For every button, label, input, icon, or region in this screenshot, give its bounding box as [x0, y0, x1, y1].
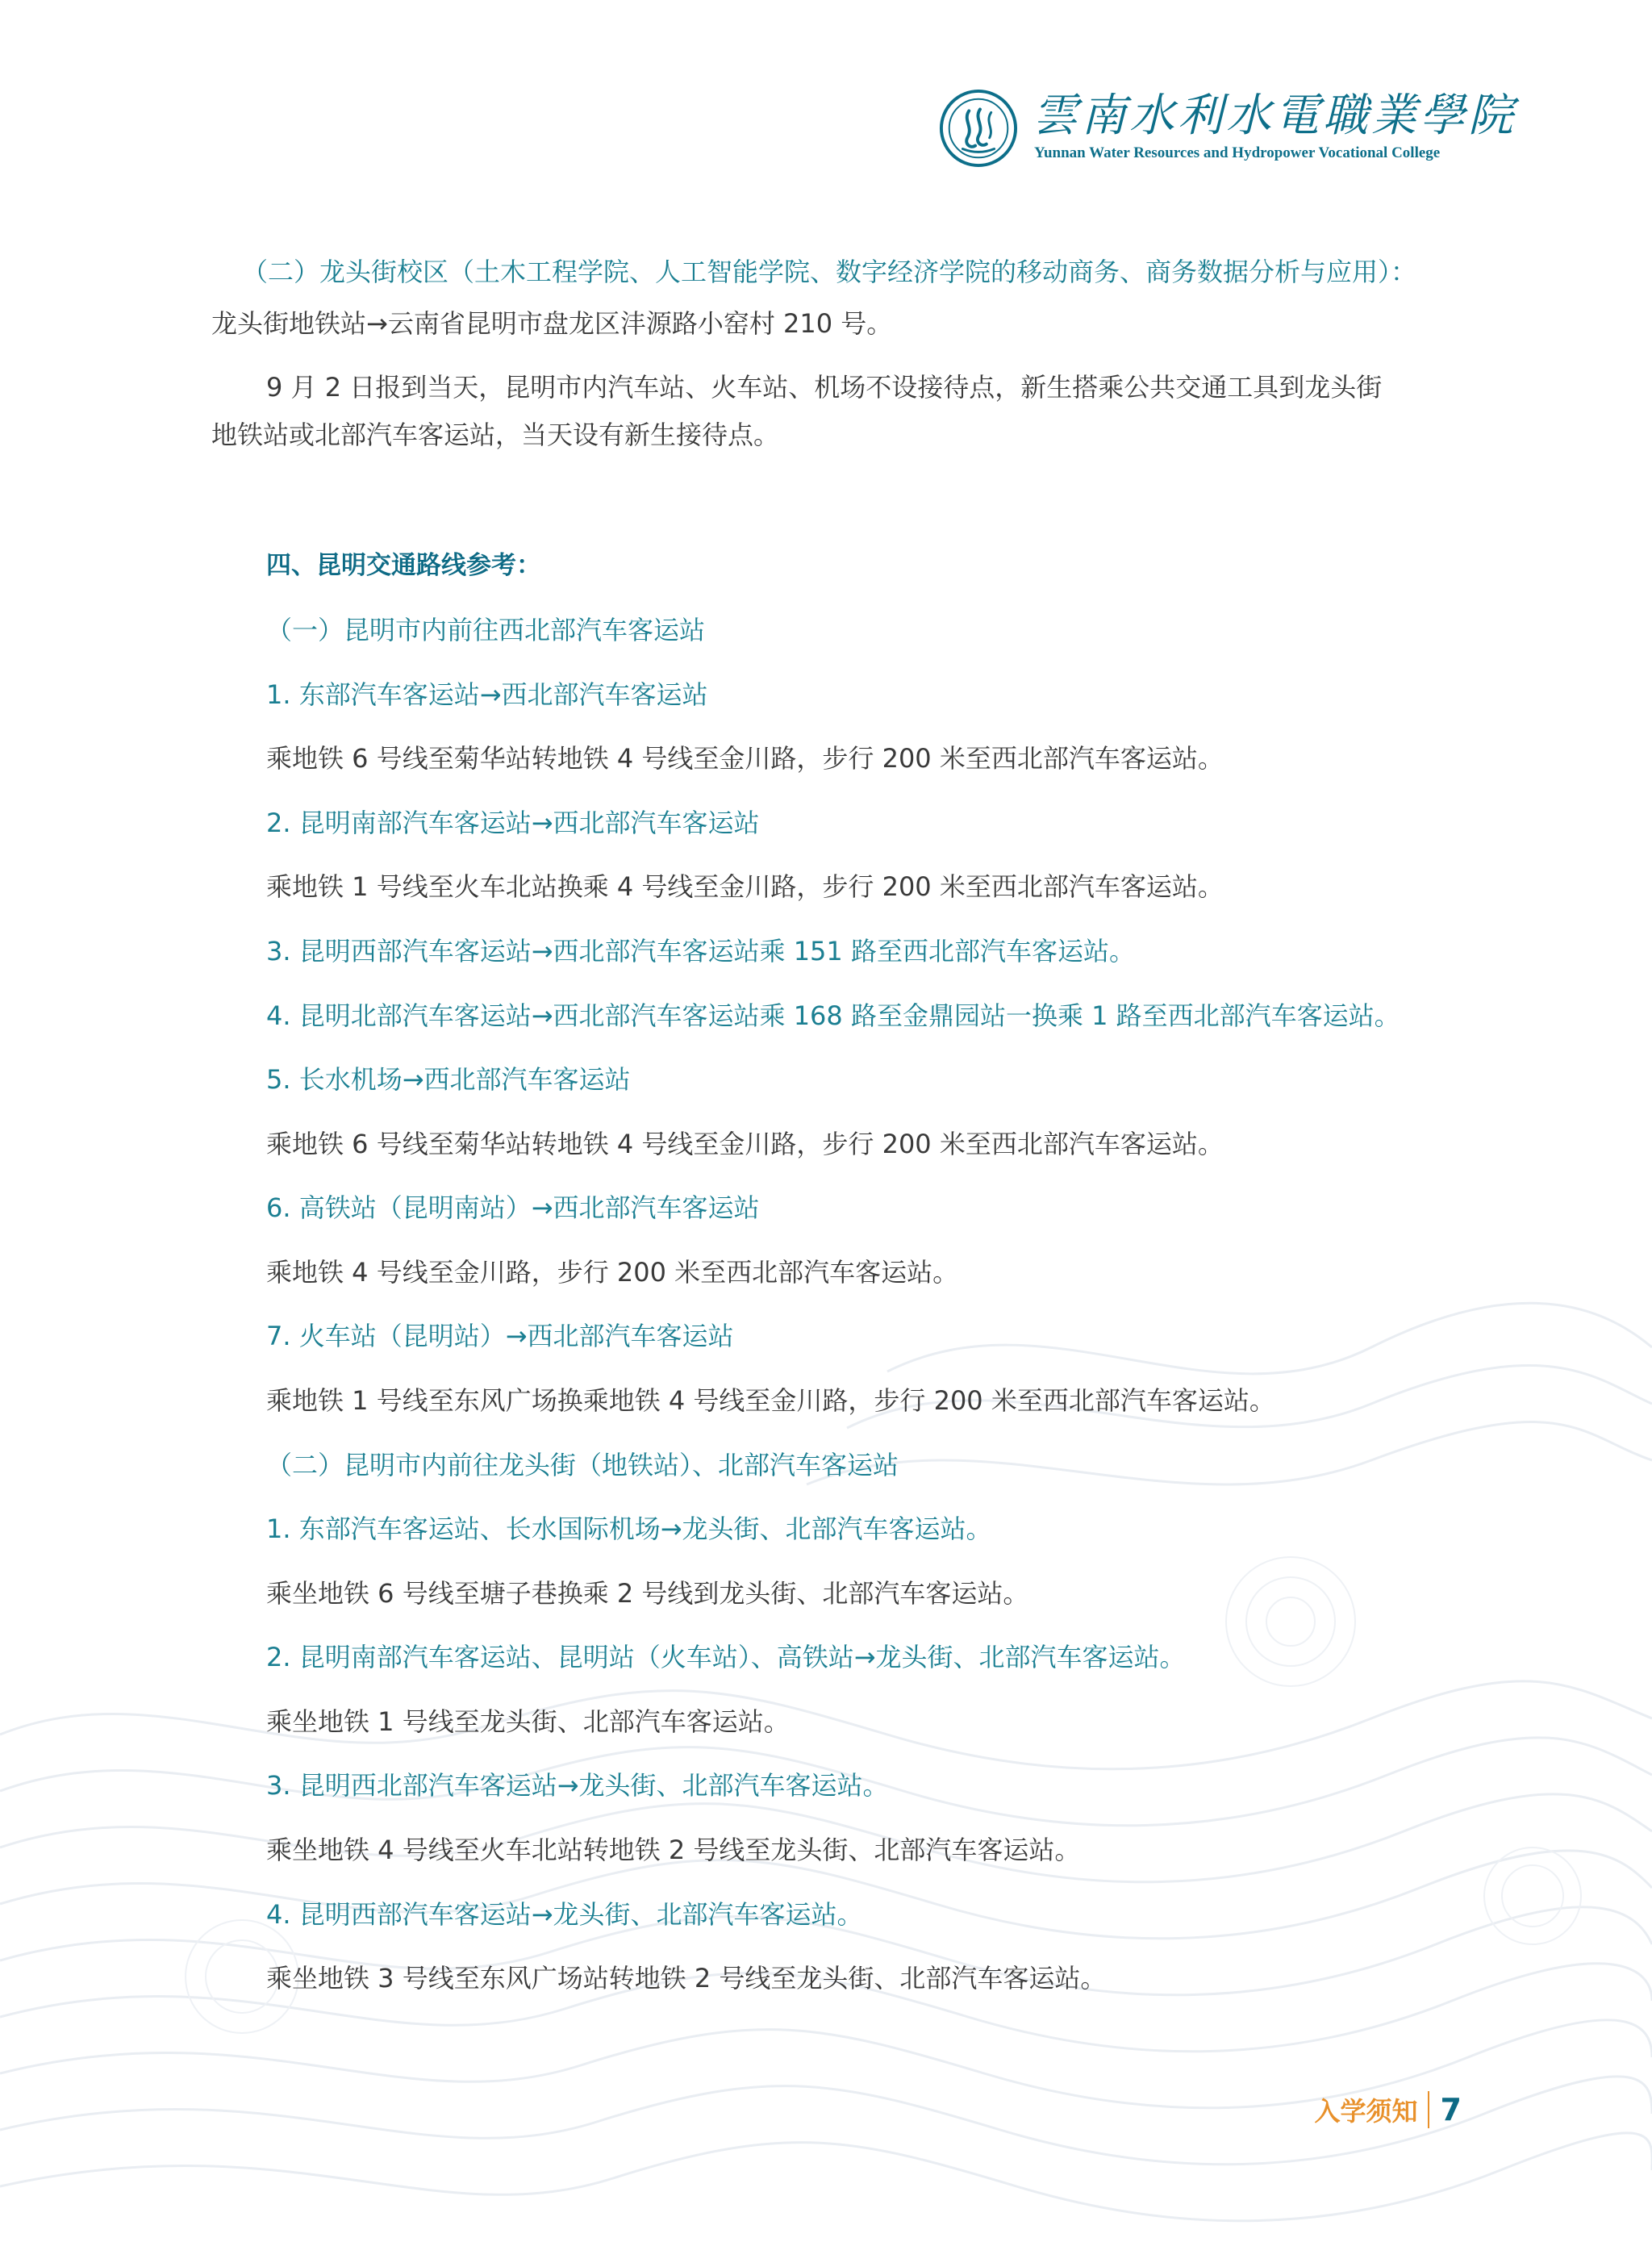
- section-4-title: 四、昆明交通路线参考：: [266, 551, 541, 580]
- college-name-en: Yunnan Water Resources and Hydropower Vocational College: [1034, 144, 1441, 161]
- footer-divider: [1428, 2091, 1429, 2128]
- route-item: 4. 昆明北部汽车客运站→西北部汽车客运站乘 168 路至金鼎园站一换乘 1 路至西北部汽车客运站。: [266, 1000, 1400, 1031]
- route-item: 5. 长水机场→西北部汽车客运站: [266, 1064, 631, 1095]
- route-description: 乘地铁 6 号线至菊华站转地铁 4 号线至金川路，步行 200 米至西北部汽车客运站。: [266, 1129, 1224, 1159]
- route-item: 1. 东部汽车客运站→西北部汽车客运站: [266, 679, 708, 710]
- footer-label: 入学须知: [1314, 2096, 1418, 2127]
- route-description: 乘坐地铁 4 号线至火车北站转地铁 2 号线至龙头街、北部汽车客运站。: [266, 1835, 1081, 1865]
- route-description: 乘坐地铁 3 号线至东风广场站转地铁 2 号线至龙头街、北部汽车客运站。: [266, 1963, 1107, 1994]
- notice-line-2: 地铁站或北部汽车客运站，当天设有新生接待点。: [211, 420, 780, 450]
- wave-background: [0, 1170, 1652, 2242]
- route-item: 7. 火车站（昆明站）→西北部汽车客运站: [266, 1321, 734, 1351]
- route-item: 3. 昆明西北部汽车客运站→龙头街、北部汽车客运站。: [266, 1770, 889, 1801]
- route-item: 4. 昆明西部汽车客运站→龙头街、北部汽车客运站。: [266, 1899, 863, 1930]
- route-description: 乘地铁 6 号线至菊华站转地铁 4 号线至金川路，步行 200 米至西北部汽车客运站。: [266, 743, 1224, 774]
- route-item: 2. 昆明南部汽车客运站→西北部汽车客运站: [266, 808, 760, 838]
- route-item: 3. 昆明西部汽车客运站→西北部汽车客运站乘 151 路至西北部汽车客运站。: [266, 936, 1135, 967]
- route-description: 乘地铁 4 号线至金川路，步行 200 米至西北部汽车客运站。: [266, 1257, 959, 1288]
- route-description: 乘坐地铁 1 号线至龙头街、北部汽车客运站。: [266, 1706, 790, 1737]
- route-description: 乘坐地铁 6 号线至塘子巷换乘 2 号线到龙头街、北部汽车客运站。: [266, 1578, 1029, 1609]
- notice-line-1: 9 月 2 日报到当天，昆明市内汽车站、火车站、机场不设接待点，新生搭乘公共交通工具到龙头街: [266, 372, 1383, 403]
- route-description: 乘地铁 1 号线至火车北站换乘 4 号线至金川路，步行 200 米至西北部汽车客运站。: [266, 871, 1224, 902]
- college-logo: [939, 89, 1516, 169]
- route-item: 2. 昆明南部汽车客运站、昆明站（火车站）、高铁站→龙头街、北部汽车客运站。: [266, 1642, 1186, 1672]
- page-footer: [1315, 2085, 1462, 2134]
- page-number: 7: [1440, 2092, 1462, 2127]
- college-name-cn: 雲南水利水電職業學院: [1032, 90, 1516, 142]
- college-emblem-icon: [939, 89, 1018, 168]
- route-description: 乘地铁 1 号线至东风广场换乘地铁 4 号线至金川路，步行 200 米至西北部汽车客运站。: [266, 1385, 1275, 1416]
- campus-heading: （二）龙头街校区（土木工程学院、人工智能学院、数字经济学院的移动商务、商务数据分析与应用）：: [242, 257, 1417, 287]
- subsection-1-heading: （一）昆明市内前往西北部汽车客运站: [266, 615, 706, 645]
- subsection-2-heading: （二）昆明市内前往龙头街（地铁站）、北部汽车客运站: [266, 1450, 899, 1480]
- campus-route: 龙头街地铁站→云南省昆明市盘龙区沣源路小窑村 210 号。: [211, 308, 893, 339]
- route-item: 1. 东部汽车客运站、长水国际机场→龙头街、北部汽车客运站。: [266, 1513, 992, 1544]
- route-item: 6. 高铁站（昆明南站）→西北部汽车客运站: [266, 1192, 760, 1223]
